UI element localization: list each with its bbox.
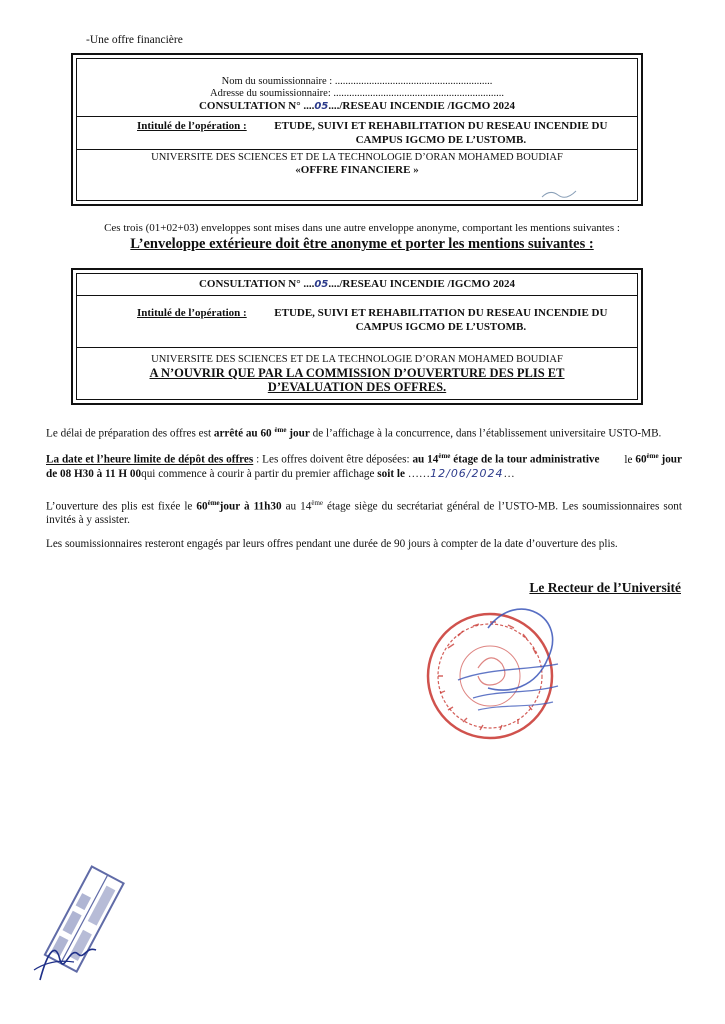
financial-offer-title: «OFFRE FINANCIERE » [295, 164, 419, 176]
deadline-date-handwritten: 12/06/2024 [430, 466, 504, 480]
university-name: UNIVERSITE DES SCIENCES ET DE LA TECHNOLOGIE D’ORAN MOHAMED BOUDIAF [151, 152, 563, 163]
consultation-section [77, 274, 637, 296]
operation-section [77, 117, 637, 150]
university-name: UNIVERSITE DES SCIENCES ET DE LA TECHNOLOGIE D’ORAN MOHAMED BOUDIAF [151, 354, 563, 365]
rector-signature-title: Le Recteur de l’Université [529, 580, 681, 595]
consultation-number: CONSULTATION N° ....05..../RESEAU INCENDIE /IGCMO 2024 [198, 278, 516, 290]
operation-label: Intitulé de l’opération : [137, 120, 247, 132]
deadline-label: La date et l’heure limite de dépôt des offres [46, 453, 254, 466]
outer-envelope-heading: L’enveloppe extérieure doit être anonyme et porter les mentions suivantes : [130, 236, 594, 252]
intro-text: -Une offre financière [86, 34, 183, 46]
consultation-number: CONSULTATION N° ....05..../RESEAU INCENDIE /IGCMO 2024 [198, 100, 516, 112]
deadline-paragraph: La date et l’heure limite de dépôt des offres : Les offres doivent être déposées: au 14ème étage de la tour administrative le 60ème jour de 08 H30 à 11 H 00qui commence à courir à partir du premier affichage soit le ……12/06/2024… [46, 452, 682, 480]
do-not-open-warning-line2: D’EVALUATION DES OFFRES. [267, 380, 447, 394]
bidder-name-field: ............................................................ [334, 76, 493, 87]
bidder-address-label: Adresse du soumissionnaire: [210, 88, 331, 99]
university-seal-stamp [418, 598, 568, 748]
preparation-delay-paragraph: Le délai de préparation des offres est arrêté au 60 $^{ème}$ jour de l’affichage à la concurrence, dans l’établissement universitaire USTO-MB. [46, 426, 662, 440]
bidder-section [77, 59, 637, 117]
do-not-open-warning-line1: A N’OUVRIR QUE PAR LA COMMISSION D’OUVERTURE DES PLIS ET [149, 366, 565, 380]
outer-envelope-box [71, 268, 643, 405]
operation-title-line1: ETUDE, SUIVI ET REHABILITATION DU RESEAU INCENDIE DU [274, 307, 608, 319]
opening-paragraph: L’ouverture des plis est fixée le 60èmejour à 11h30 au 14ème étage siège du secrétariat général de l’USTO-MB. Les soumissionnaires sont invités à y assister. [46, 499, 682, 526]
envelope-box-financial-offer [71, 53, 643, 206]
operation-title-line2: CAMPUS IGCMO DE L’USTOMB. [355, 321, 527, 333]
operation-title-line2: CAMPUS IGCMO DE L’USTOMB. [355, 134, 527, 146]
bidder-address-field: ................................................................. [333, 88, 504, 99]
handwritten-scribble [540, 185, 580, 201]
operation-label: Intitulé de l’opération : [137, 307, 247, 319]
commitment-paragraph: Les soumissionnaires resteront engagés par leurs offres pendant une durée de 90 jours à compter de la date d’ouverture des plis. [46, 538, 618, 550]
bidder-name-label: Nom du soumissionnaire : [221, 76, 333, 87]
operation-title-line1: ETUDE, SUIVI ET REHABILITATION DU RESEAU INCENDIE DU [274, 120, 608, 132]
university-warning-section [77, 348, 637, 400]
operation-section [77, 296, 637, 348]
blue-rectangular-stamp [26, 850, 146, 990]
consultation-number-handwritten: 05 [314, 101, 329, 112]
envelopes-instruction: Ces trois (01+02+03) enveloppes sont mises dans une autre enveloppe anonyme, comportant les mentions suivantes : [104, 222, 620, 234]
consultation-number-handwritten: 05 [314, 279, 329, 290]
